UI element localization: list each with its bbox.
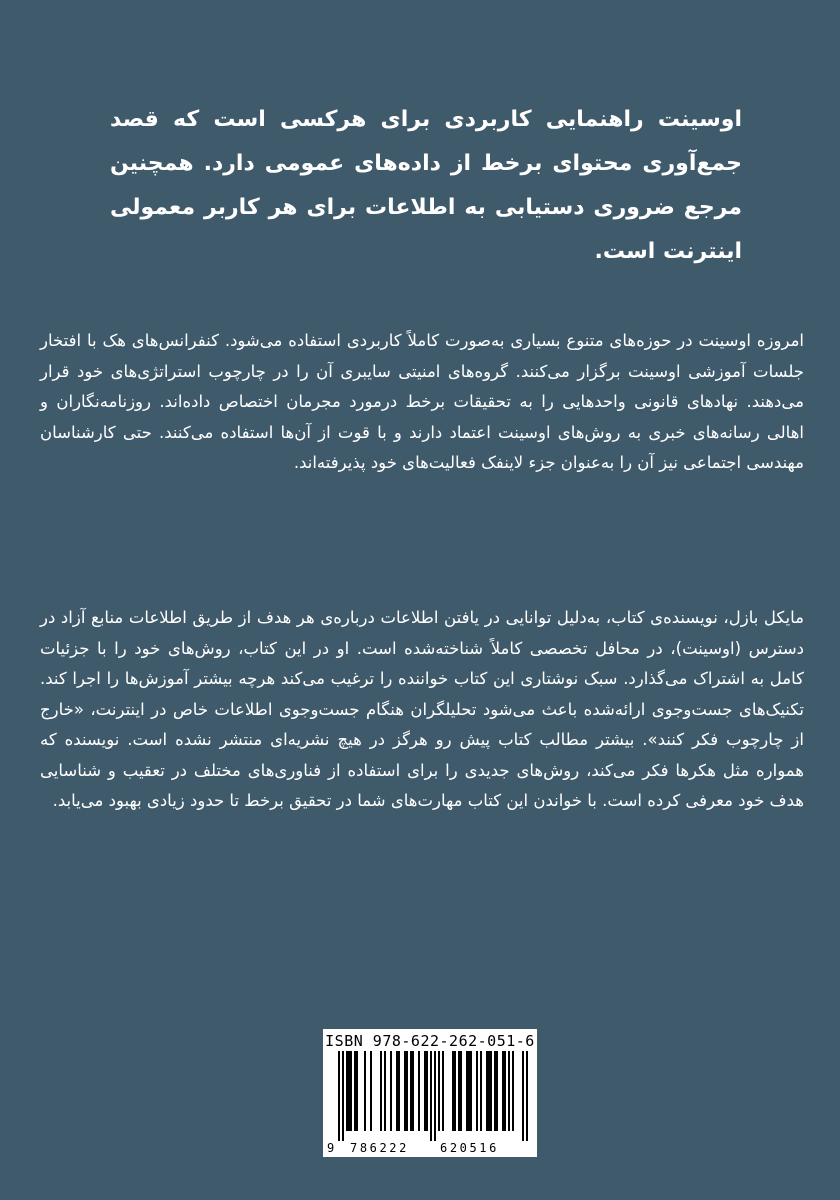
barcode-bar — [430, 1051, 432, 1141]
barcode-left-digits: 786222 — [350, 1141, 409, 1155]
barcode-bar — [488, 1051, 490, 1131]
barcode-bar — [526, 1051, 528, 1141]
barcode-bar — [424, 1051, 426, 1131]
barcode-bar — [370, 1051, 372, 1131]
barcode-bar — [404, 1051, 406, 1131]
barcode-bar — [496, 1051, 498, 1131]
barcode-bar — [380, 1051, 382, 1131]
barcode-bar — [458, 1051, 460, 1131]
barcode-bar — [356, 1051, 358, 1131]
barcode-bar — [452, 1051, 454, 1131]
barcode-bar — [466, 1051, 468, 1131]
barcode-bars — [323, 1051, 537, 1141]
barcode-bar — [454, 1051, 456, 1131]
barcode-bar — [342, 1051, 344, 1141]
barcode-bar — [486, 1051, 488, 1131]
barcode-bar — [434, 1051, 436, 1141]
description-paragraph-2: مایکل بازل، نویسنده‌ی کتاب، به‌دلیل توانایی در یافتن اطلاعات درباره‌ی هر هدف از طریق اطلاعات منابع آزاد در دسترس (اوسینت)، در محافل تخصصی کاملاً شناخته‌شده است. او در این کتاب، روش‌های خود را با جزئیات کامل به اشتراک می‌گذارد. سبک نوشتاری این کتاب خواننده را ترغیب می‌کند هرچه بیشتر آموزش‌ها را اجرا کند. تکنیک‌های جست‌وجوی ارائه‌شده باعث می‌شود تحلیلگران هنگام جست‌وجوی اطلاعات خاص در اینترنت، «خارج از چارچوب فکر کنند». بیشتر مطالب کتاب پیش رو هرگز در هیچ نشریه‌ای منتشر نشده است. نویسنده که همواره مثل هکرها فکر می‌کند، روش‌های جدیدی را برای استفاده از فناوری‌های مختلف در تعقیب و شناسایی هدف خود معرفی کرده است. با خواندن این کتاب مهارت‌های شما در تحقیق برخط تا حدود زیادی بهبود می‌یابد. — [40, 608, 804, 810]
isbn-barcode — [323, 1029, 537, 1157]
cover-blurb: اوسینت راهنمایی کاربردی برای هرکسی است که قصد جمع‌آوری محتوای برخط از داده‌های عمومی دارد. همچنین مرجع ضروری دستیابی به اطلاعات برای هر کاربر معمولی اینترنت است. — [110, 107, 742, 264]
barcode-bar — [512, 1051, 514, 1131]
barcode-bar — [468, 1051, 470, 1131]
barcode-bar — [384, 1051, 386, 1131]
barcode-bar — [522, 1051, 524, 1141]
barcode-bar — [348, 1051, 350, 1131]
barcode-bar — [442, 1051, 444, 1131]
barcode-bar — [350, 1051, 352, 1131]
barcode-bar — [470, 1051, 472, 1131]
barcode-bar — [418, 1051, 420, 1131]
barcode-bar — [508, 1051, 510, 1131]
barcode-bar — [494, 1051, 496, 1131]
barcode-bar — [396, 1051, 398, 1131]
barcode-bar — [438, 1051, 440, 1131]
barcode-bar — [412, 1051, 414, 1131]
description-paragraph-1: امروزه اوسینت در حوزه‌های متنوع بسیاری به‌صورت کاملاً کاربردی استفاده می‌شود. کنفرانس‌های هک با افتخار جلسات آموزشی اوسینت برگزار می‌کنند. گروه‌های امنیتی سایبری آن را در چارچوب استراتژی‌های خود قرار می‌دهند. نهادهای قانونی واحدهایی را به تحقیقات برخط درمورد مجرمان اختصاص داده‌اند. روزنامه‌نگاران و اهالی رسانه‌های خبری به روش‌های اوسینت اعتماد دارند و با قوت از آن‌ها استفاده می‌کنند. حتی کارشناسان مهندسی اجتماعی نیز آن را به‌عنوان جزء لاینفک فعالیت‌های خود پذیرفته‌اند. — [40, 331, 804, 472]
barcode-bar — [398, 1051, 400, 1131]
barcode-bar — [480, 1051, 482, 1131]
barcode-first-digit: 9 — [327, 1141, 335, 1155]
barcode-bar — [364, 1051, 366, 1131]
barcode-bar — [490, 1051, 492, 1131]
barcode-bar — [338, 1051, 340, 1141]
barcode-bar — [502, 1051, 504, 1131]
barcode-bar — [476, 1051, 478, 1131]
barcode-bar — [426, 1051, 428, 1131]
barcode-bar — [390, 1051, 392, 1131]
barcode-right-digits: 620516 — [440, 1141, 499, 1155]
barcode-bar — [406, 1051, 408, 1131]
barcode-bar — [346, 1051, 348, 1131]
barcode-bar — [354, 1051, 356, 1131]
barcode-bar — [504, 1051, 506, 1131]
barcode-bar — [460, 1051, 462, 1131]
isbn-label: ISBN 978-622-262-051-6 — [325, 1032, 535, 1050]
barcode-bar — [410, 1051, 412, 1131]
